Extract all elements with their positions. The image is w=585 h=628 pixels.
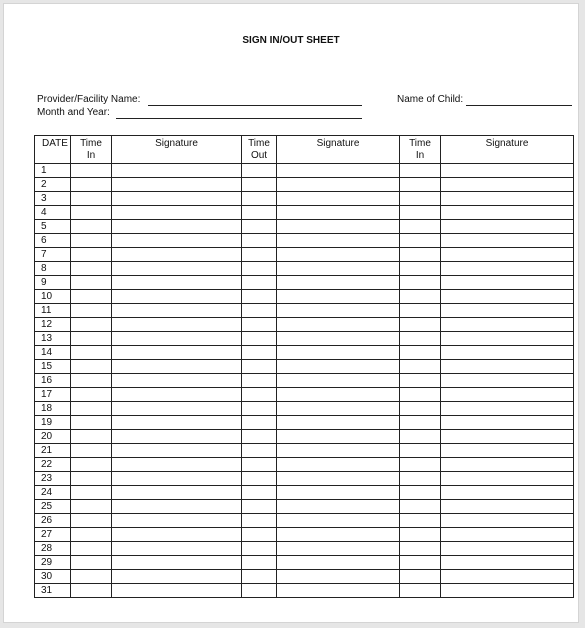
- time-in-cell[interactable]: [71, 192, 112, 206]
- header-signature-2: Signature: [277, 136, 400, 164]
- signature-cell[interactable]: [441, 164, 574, 178]
- row-date: 14: [35, 346, 71, 360]
- time-in-cell[interactable]: [71, 206, 112, 220]
- signature-cell[interactable]: [441, 234, 574, 248]
- signature-cell[interactable]: [112, 318, 242, 332]
- signature-cell[interactable]: [277, 500, 400, 514]
- signature-cell[interactable]: [277, 276, 400, 290]
- time-out-cell[interactable]: [242, 178, 277, 192]
- time-out-cell[interactable]: [242, 570, 277, 584]
- time-in-cell[interactable]: [400, 262, 441, 276]
- signature-cell[interactable]: [277, 290, 400, 304]
- signature-cell[interactable]: [441, 290, 574, 304]
- signature-cell[interactable]: [112, 192, 242, 206]
- row-date: 25: [35, 500, 71, 514]
- signature-cell[interactable]: [441, 318, 574, 332]
- signature-cell[interactable]: [277, 514, 400, 528]
- time-in-cell[interactable]: [71, 402, 112, 416]
- signature-cell[interactable]: [112, 528, 242, 542]
- signature-cell[interactable]: [441, 192, 574, 206]
- table-row: [35, 430, 574, 444]
- row-date: 5: [35, 220, 71, 234]
- time-out-cell[interactable]: [242, 402, 277, 416]
- signature-cell[interactable]: [277, 556, 400, 570]
- time-in-cell[interactable]: [71, 472, 112, 486]
- sign-in-out-table: [34, 135, 574, 598]
- table-row: [35, 346, 574, 360]
- time-in-cell[interactable]: [71, 528, 112, 542]
- time-in-cell[interactable]: [71, 276, 112, 290]
- table-row: [35, 262, 574, 276]
- signature-cell[interactable]: [441, 374, 574, 388]
- time-in-cell[interactable]: [400, 304, 441, 318]
- signature-cell[interactable]: [112, 542, 242, 556]
- signature-cell[interactable]: [441, 206, 574, 220]
- time-in-cell[interactable]: [71, 444, 112, 458]
- signature-cell[interactable]: [441, 570, 574, 584]
- signature-cell[interactable]: [112, 472, 242, 486]
- row-date: 2: [35, 178, 71, 192]
- signature-cell[interactable]: [441, 416, 574, 430]
- header-date: DATE: [35, 136, 71, 164]
- signature-cell[interactable]: [441, 178, 574, 192]
- time-in-cell[interactable]: [400, 430, 441, 444]
- signature-cell[interactable]: [112, 234, 242, 248]
- month-year-line[interactable]: [116, 118, 362, 119]
- signature-cell[interactable]: [112, 248, 242, 262]
- table-row: [35, 304, 574, 318]
- time-in-cell[interactable]: [71, 500, 112, 514]
- table-row: [35, 500, 574, 514]
- row-date: 13: [35, 332, 71, 346]
- time-in-cell[interactable]: [400, 178, 441, 192]
- sign-sheet-page: [3, 3, 579, 623]
- row-date: 6: [35, 234, 71, 248]
- signature-cell[interactable]: [441, 458, 574, 472]
- row-date: 11: [35, 304, 71, 318]
- time-out-cell[interactable]: [242, 388, 277, 402]
- time-out-cell[interactable]: [242, 556, 277, 570]
- signature-cell[interactable]: [112, 570, 242, 584]
- signature-cell[interactable]: [112, 346, 242, 360]
- month-year-label: Month and Year:: [37, 107, 110, 118]
- signature-cell[interactable]: [277, 570, 400, 584]
- row-date: 8: [35, 262, 71, 276]
- signature-cell[interactable]: [112, 262, 242, 276]
- time-in-cell[interactable]: [400, 542, 441, 556]
- signature-cell[interactable]: [112, 164, 242, 178]
- row-date: 16: [35, 374, 71, 388]
- time-in-cell[interactable]: [400, 234, 441, 248]
- table-row: [35, 374, 574, 388]
- time-in-cell[interactable]: [400, 164, 441, 178]
- time-in-cell[interactable]: [71, 360, 112, 374]
- time-in-cell[interactable]: [71, 332, 112, 346]
- signature-cell[interactable]: [441, 304, 574, 318]
- time-in-cell[interactable]: [400, 444, 441, 458]
- time-in-cell[interactable]: [400, 500, 441, 514]
- time-in-cell[interactable]: [400, 416, 441, 430]
- header-signature-3: Signature: [441, 136, 574, 164]
- time-in-cell[interactable]: [400, 220, 441, 234]
- time-out-cell[interactable]: [242, 318, 277, 332]
- signature-cell[interactable]: [277, 402, 400, 416]
- row-date: 3: [35, 192, 71, 206]
- row-date: 31: [35, 584, 71, 598]
- signature-cell[interactable]: [441, 556, 574, 570]
- table-row: [35, 584, 574, 598]
- signature-cell[interactable]: [277, 374, 400, 388]
- time-out-cell[interactable]: [242, 458, 277, 472]
- table-row: [35, 486, 574, 500]
- signature-cell[interactable]: [112, 206, 242, 220]
- signature-cell[interactable]: [441, 486, 574, 500]
- signature-cell[interactable]: [112, 458, 242, 472]
- time-in-cell[interactable]: [71, 570, 112, 584]
- table-row: [35, 556, 574, 570]
- signature-cell[interactable]: [112, 304, 242, 318]
- signature-cell[interactable]: [441, 248, 574, 262]
- signature-cell[interactable]: [112, 276, 242, 290]
- time-in-cell[interactable]: [71, 234, 112, 248]
- time-in-cell[interactable]: [71, 416, 112, 430]
- time-in-cell[interactable]: [400, 206, 441, 220]
- time-in-cell[interactable]: [71, 248, 112, 262]
- time-out-cell[interactable]: [242, 332, 277, 346]
- header-time-out: Time Out: [242, 136, 277, 164]
- time-in-cell[interactable]: [71, 290, 112, 304]
- header-time-in-2: Time In: [400, 136, 441, 164]
- time-in-cell[interactable]: [400, 486, 441, 500]
- time-out-cell[interactable]: [242, 472, 277, 486]
- time-in-cell[interactable]: [71, 514, 112, 528]
- time-in-cell[interactable]: [71, 542, 112, 556]
- row-date: 20: [35, 430, 71, 444]
- row-date: 18: [35, 402, 71, 416]
- provider-label: Provider/Facility Name:: [37, 94, 141, 105]
- time-in-cell[interactable]: [400, 388, 441, 402]
- signature-cell[interactable]: [112, 416, 242, 430]
- table-row: [35, 542, 574, 556]
- table-row: [35, 416, 574, 430]
- time-in-cell[interactable]: [400, 402, 441, 416]
- table-row: [35, 164, 574, 178]
- row-date: 23: [35, 472, 71, 486]
- signature-cell[interactable]: [277, 192, 400, 206]
- signature-cell[interactable]: [441, 276, 574, 290]
- signature-cell[interactable]: [277, 318, 400, 332]
- signature-cell[interactable]: [441, 402, 574, 416]
- table-row: [35, 276, 574, 290]
- time-in-cell[interactable]: [400, 276, 441, 290]
- signature-cell[interactable]: [277, 248, 400, 262]
- time-in-cell[interactable]: [400, 332, 441, 346]
- row-date: 30: [35, 570, 71, 584]
- time-in-cell[interactable]: [71, 486, 112, 500]
- row-date: 4: [35, 206, 71, 220]
- time-in-cell[interactable]: [71, 388, 112, 402]
- row-date: 22: [35, 458, 71, 472]
- time-in-cell[interactable]: [400, 472, 441, 486]
- signature-cell[interactable]: [277, 262, 400, 276]
- table-row: [35, 528, 574, 542]
- signature-cell[interactable]: [112, 360, 242, 374]
- time-in-cell[interactable]: [71, 164, 112, 178]
- signature-cell[interactable]: [277, 444, 400, 458]
- sheet-title: SIGN IN/OUT SHEET: [242, 35, 340, 46]
- signature-cell[interactable]: [112, 388, 242, 402]
- signature-cell[interactable]: [112, 444, 242, 458]
- row-date: 19: [35, 416, 71, 430]
- signature-cell[interactable]: [112, 178, 242, 192]
- signature-cell[interactable]: [441, 430, 574, 444]
- time-out-cell[interactable]: [242, 374, 277, 388]
- signature-cell[interactable]: [277, 234, 400, 248]
- signature-cell[interactable]: [441, 388, 574, 402]
- time-out-cell[interactable]: [242, 444, 277, 458]
- table-row: [35, 192, 574, 206]
- time-in-cell[interactable]: [400, 584, 441, 598]
- signature-cell[interactable]: [441, 500, 574, 514]
- time-out-cell[interactable]: [242, 206, 277, 220]
- time-out-cell[interactable]: [242, 584, 277, 598]
- time-in-cell[interactable]: [400, 570, 441, 584]
- signature-cell[interactable]: [441, 542, 574, 556]
- signature-cell[interactable]: [441, 528, 574, 542]
- time-out-cell[interactable]: [242, 486, 277, 500]
- row-date: 24: [35, 486, 71, 500]
- time-out-cell[interactable]: [242, 248, 277, 262]
- row-date: 28: [35, 542, 71, 556]
- row-date: 1: [35, 164, 71, 178]
- table-row: [35, 388, 574, 402]
- time-in-cell[interactable]: [71, 318, 112, 332]
- signature-cell[interactable]: [112, 290, 242, 304]
- signature-cell[interactable]: [277, 416, 400, 430]
- signature-cell[interactable]: [112, 556, 242, 570]
- signature-cell[interactable]: [112, 514, 242, 528]
- time-out-cell[interactable]: [242, 360, 277, 374]
- table-row: [35, 458, 574, 472]
- time-in-cell[interactable]: [71, 262, 112, 276]
- table-row: [35, 332, 574, 346]
- signature-cell[interactable]: [277, 178, 400, 192]
- signature-cell[interactable]: [441, 472, 574, 486]
- signature-cell[interactable]: [441, 220, 574, 234]
- signature-cell[interactable]: [277, 584, 400, 598]
- signature-cell[interactable]: [277, 528, 400, 542]
- signature-cell[interactable]: [441, 584, 574, 598]
- child-name-label: Name of Child:: [397, 94, 464, 105]
- child-name-line[interactable]: [466, 105, 572, 106]
- provider-name-line[interactable]: [148, 105, 362, 106]
- time-in-cell[interactable]: [71, 556, 112, 570]
- time-in-cell[interactable]: [71, 584, 112, 598]
- signature-cell[interactable]: [441, 444, 574, 458]
- table-row: [35, 290, 574, 304]
- time-out-cell[interactable]: [242, 514, 277, 528]
- signature-cell[interactable]: [277, 472, 400, 486]
- signature-cell[interactable]: [277, 164, 400, 178]
- row-date: 27: [35, 528, 71, 542]
- row-date: 17: [35, 388, 71, 402]
- signature-cell[interactable]: [277, 220, 400, 234]
- signature-cell[interactable]: [277, 304, 400, 318]
- signature-cell[interactable]: [112, 430, 242, 444]
- row-date: 10: [35, 290, 71, 304]
- time-in-cell[interactable]: [71, 346, 112, 360]
- time-in-cell[interactable]: [71, 304, 112, 318]
- time-in-cell[interactable]: [400, 360, 441, 374]
- row-date: 15: [35, 360, 71, 374]
- time-out-cell[interactable]: [242, 528, 277, 542]
- time-out-cell[interactable]: [242, 192, 277, 206]
- time-in-cell[interactable]: [400, 318, 441, 332]
- table-row: [35, 444, 574, 458]
- signature-cell[interactable]: [277, 458, 400, 472]
- row-date: 26: [35, 514, 71, 528]
- signature-cell[interactable]: [277, 486, 400, 500]
- signature-cell[interactable]: [277, 430, 400, 444]
- time-in-cell[interactable]: [71, 458, 112, 472]
- time-in-cell[interactable]: [400, 528, 441, 542]
- time-in-cell[interactable]: [71, 430, 112, 444]
- signature-cell[interactable]: [441, 346, 574, 360]
- time-out-cell[interactable]: [242, 304, 277, 318]
- row-date: 21: [35, 444, 71, 458]
- time-out-cell[interactable]: [242, 234, 277, 248]
- signature-cell[interactable]: [112, 332, 242, 346]
- time-in-cell[interactable]: [400, 192, 441, 206]
- signature-cell[interactable]: [441, 360, 574, 374]
- table-row: [35, 178, 574, 192]
- table-row: [35, 220, 574, 234]
- time-in-cell[interactable]: [400, 374, 441, 388]
- time-out-cell[interactable]: [242, 542, 277, 556]
- signature-cell[interactable]: [277, 206, 400, 220]
- signature-cell[interactable]: [112, 500, 242, 514]
- time-in-cell[interactable]: [71, 220, 112, 234]
- signature-cell[interactable]: [441, 332, 574, 346]
- time-out-cell[interactable]: [242, 430, 277, 444]
- time-in-cell[interactable]: [400, 458, 441, 472]
- time-in-cell[interactable]: [400, 346, 441, 360]
- time-in-cell[interactable]: [71, 178, 112, 192]
- table-row: [35, 206, 574, 220]
- row-date: 29: [35, 556, 71, 570]
- header-signature-1: Signature: [112, 136, 242, 164]
- signature-cell[interactable]: [112, 402, 242, 416]
- table-row: [35, 318, 574, 332]
- signature-cell[interactable]: [112, 486, 242, 500]
- table-row: [35, 570, 574, 584]
- signature-cell[interactable]: [441, 262, 574, 276]
- signature-cell[interactable]: [112, 220, 242, 234]
- row-date: 7: [35, 248, 71, 262]
- time-out-cell[interactable]: [242, 346, 277, 360]
- time-in-cell[interactable]: [400, 290, 441, 304]
- time-in-cell[interactable]: [71, 374, 112, 388]
- signature-cell[interactable]: [277, 542, 400, 556]
- time-out-cell[interactable]: [242, 416, 277, 430]
- table-row: [35, 360, 574, 374]
- time-in-cell[interactable]: [400, 556, 441, 570]
- table-row: [35, 248, 574, 262]
- signature-cell[interactable]: [112, 584, 242, 598]
- row-date: 9: [35, 276, 71, 290]
- time-out-cell[interactable]: [242, 164, 277, 178]
- signature-cell[interactable]: [277, 346, 400, 360]
- table-row: [35, 234, 574, 248]
- time-out-cell[interactable]: [242, 276, 277, 290]
- row-date: 12: [35, 318, 71, 332]
- time-out-cell[interactable]: [242, 262, 277, 276]
- signature-cell[interactable]: [441, 514, 574, 528]
- header-time-in-1: Time In: [71, 136, 112, 164]
- signature-cell[interactable]: [112, 374, 242, 388]
- time-out-cell[interactable]: [242, 220, 277, 234]
- signature-cell[interactable]: [277, 388, 400, 402]
- table-row: [35, 402, 574, 416]
- signature-cell[interactable]: [277, 360, 400, 374]
- table-row: [35, 472, 574, 486]
- table-header-row: [35, 136, 574, 164]
- time-in-cell[interactable]: [400, 514, 441, 528]
- time-out-cell[interactable]: [242, 290, 277, 304]
- time-in-cell[interactable]: [400, 248, 441, 262]
- signature-cell[interactable]: [277, 332, 400, 346]
- table-row: [35, 514, 574, 528]
- time-out-cell[interactable]: [242, 500, 277, 514]
